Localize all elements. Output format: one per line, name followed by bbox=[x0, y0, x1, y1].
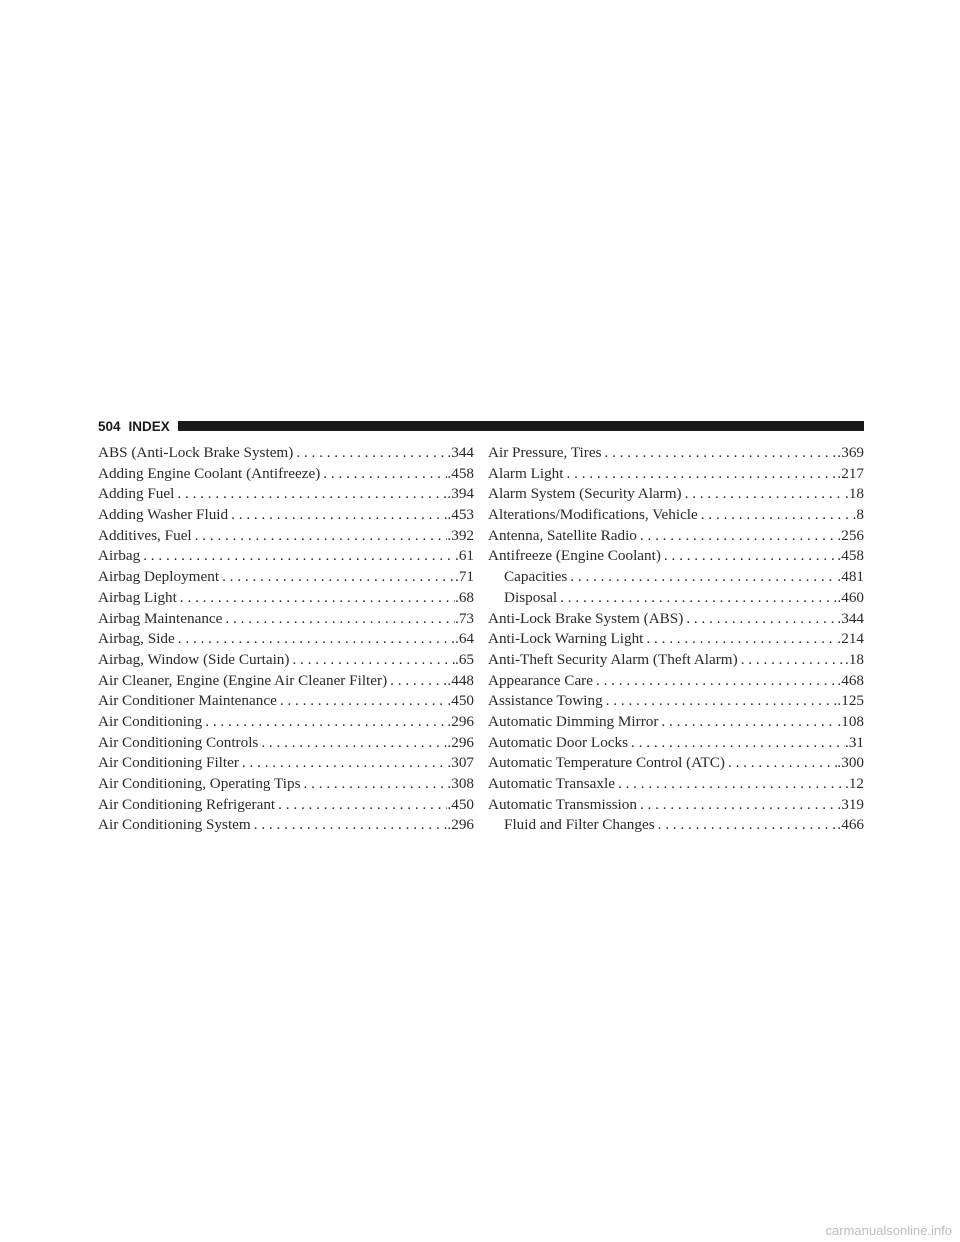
index-entry bbox=[98, 629, 474, 650]
entry-page: .458 bbox=[837, 547, 864, 565]
dot-leader bbox=[567, 567, 837, 588]
dot-leader bbox=[228, 505, 447, 526]
entry-label: Automatic Door Locks bbox=[488, 733, 629, 751]
dot-leader bbox=[738, 650, 845, 671]
header-rule bbox=[178, 421, 864, 431]
dot-leader bbox=[602, 443, 838, 464]
entry-page: .369 bbox=[837, 444, 864, 461]
entry-page: .481 bbox=[837, 568, 864, 586]
entry-label: Disposal bbox=[504, 588, 558, 606]
dot-leader bbox=[192, 526, 448, 547]
entry-page: .450 bbox=[447, 692, 474, 710]
page-number: 504 bbox=[98, 418, 121, 434]
entry-page: .344 bbox=[447, 444, 474, 461]
entry-label: Air Conditioning Refrigerant bbox=[98, 795, 276, 813]
entry-page: .73 bbox=[455, 609, 474, 627]
index-entry bbox=[98, 609, 474, 630]
entry-label: Antenna, Satellite Radio bbox=[488, 526, 637, 544]
index-entry bbox=[98, 650, 474, 671]
index-entry bbox=[98, 733, 474, 754]
entry-label: Airbag Deployment bbox=[98, 568, 220, 586]
entry-page: .217 bbox=[837, 464, 864, 482]
entry-page: .448 bbox=[447, 671, 474, 689]
entry-label: Airbag, Side bbox=[98, 630, 175, 648]
index-subentry bbox=[488, 588, 864, 609]
entry-label: Capacities bbox=[504, 568, 568, 586]
dot-leader bbox=[615, 774, 845, 795]
entry-page: .296 bbox=[447, 712, 474, 730]
index-subentry bbox=[488, 815, 864, 836]
dot-leader bbox=[289, 650, 455, 671]
index-entry bbox=[98, 774, 474, 795]
entry-page: .468 bbox=[837, 671, 864, 689]
dot-leader bbox=[140, 546, 455, 567]
index-entry bbox=[98, 753, 474, 774]
index-entry bbox=[98, 795, 474, 816]
dot-leader bbox=[661, 546, 838, 567]
index-entry bbox=[488, 774, 864, 795]
entry-label: Assistance Towing bbox=[488, 692, 603, 710]
dot-leader bbox=[564, 464, 838, 485]
index-entry bbox=[98, 546, 474, 567]
dot-leader bbox=[698, 505, 853, 526]
entry-label: Adding Fuel bbox=[98, 485, 175, 503]
index-entry bbox=[98, 671, 474, 692]
entry-page: .450 bbox=[447, 795, 474, 813]
dot-leader bbox=[251, 815, 448, 836]
dot-leader bbox=[557, 588, 837, 609]
entry-page: .18 bbox=[845, 485, 864, 503]
entry-page: .125 bbox=[837, 692, 864, 710]
dot-leader bbox=[277, 691, 448, 712]
index-entry bbox=[488, 691, 864, 712]
entry-page: .296 bbox=[447, 816, 474, 834]
dot-leader bbox=[175, 629, 455, 650]
entry-label: Alterations/Modifications, Vehicle bbox=[488, 506, 698, 524]
entry-page: .394 bbox=[447, 485, 474, 503]
dot-leader bbox=[637, 795, 837, 816]
entry-page: .307 bbox=[447, 754, 474, 772]
entry-label: Fluid and Filter Changes bbox=[504, 816, 655, 834]
entry-label: Air Conditioning Controls bbox=[98, 733, 259, 751]
index-entry bbox=[98, 484, 474, 505]
dot-leader bbox=[275, 795, 447, 816]
index-entry bbox=[488, 464, 864, 485]
index-entry bbox=[488, 650, 864, 671]
entry-page: .466 bbox=[837, 816, 864, 834]
entry-label: Appearance Care bbox=[488, 671, 593, 689]
index-column-left bbox=[98, 443, 474, 836]
index-entry bbox=[488, 753, 864, 774]
dot-leader bbox=[219, 567, 455, 588]
entry-page: .65 bbox=[455, 650, 474, 668]
dot-leader bbox=[320, 464, 447, 485]
entry-label: ABS (Anti-Lock Brake System) bbox=[98, 444, 294, 461]
entry-page: .61 bbox=[455, 547, 474, 565]
index-entry bbox=[98, 588, 474, 609]
dot-leader bbox=[387, 671, 447, 692]
entry-label: Anti-Theft Security Alarm (Theft Alarm) bbox=[488, 650, 738, 668]
dot-leader bbox=[682, 484, 845, 505]
entry-page: .460 bbox=[837, 588, 864, 606]
entry-page: .68 bbox=[455, 588, 474, 606]
index-entry bbox=[488, 443, 864, 464]
dot-leader bbox=[637, 526, 838, 547]
entry-label: Adding Engine Coolant (Antifreeze) bbox=[98, 464, 321, 482]
dot-leader bbox=[301, 774, 448, 795]
entry-label: Air Conditioner Maintenance bbox=[98, 692, 277, 710]
page-header bbox=[98, 416, 864, 436]
entry-label: Alarm System (Security Alarm) bbox=[488, 485, 682, 503]
entry-label: Airbag bbox=[98, 547, 141, 565]
index-entry bbox=[488, 484, 864, 505]
dot-leader bbox=[593, 671, 837, 692]
entry-label: Adding Washer Fluid bbox=[98, 506, 229, 524]
entry-label: Automatic Transaxle bbox=[488, 775, 615, 792]
index-entry bbox=[98, 443, 474, 464]
entry-label: Automatic Dimming Mirror bbox=[488, 712, 659, 730]
entry-label: Air Conditioning System bbox=[98, 816, 251, 834]
entry-page: .300 bbox=[837, 754, 864, 772]
dot-leader bbox=[177, 588, 455, 609]
entry-page: .308 bbox=[447, 775, 474, 792]
dot-leader bbox=[202, 712, 447, 733]
entry-page: .214 bbox=[837, 630, 864, 648]
entry-label: Antifreeze (Engine Coolant) bbox=[488, 547, 661, 565]
dot-leader bbox=[293, 443, 447, 464]
entry-label: Anti-Lock Brake System (ABS) bbox=[488, 609, 684, 627]
dot-leader bbox=[725, 753, 837, 774]
index-entry bbox=[98, 567, 474, 588]
entry-label: Air Conditioning Filter bbox=[98, 754, 239, 772]
entry-page: .12 bbox=[845, 775, 864, 792]
entry-label: Alarm Light bbox=[488, 464, 564, 482]
index-entry bbox=[98, 712, 474, 733]
entry-label: Automatic Transmission bbox=[488, 795, 637, 813]
entry-page: .344 bbox=[837, 609, 864, 627]
entry-label: Air Conditioning bbox=[98, 712, 203, 730]
entry-page: .71 bbox=[455, 568, 474, 586]
index-entry bbox=[98, 505, 474, 526]
index-entry bbox=[98, 691, 474, 712]
index-entry bbox=[488, 795, 864, 816]
entry-page: .458 bbox=[447, 464, 474, 482]
entry-label: Air Pressure, Tires bbox=[488, 444, 602, 461]
dot-leader bbox=[643, 629, 837, 650]
index-entry bbox=[98, 815, 474, 836]
entry-page: .319 bbox=[837, 795, 864, 813]
index-entry bbox=[488, 629, 864, 650]
entry-page: .296 bbox=[447, 733, 474, 751]
dot-leader bbox=[174, 484, 447, 505]
index-entry bbox=[488, 733, 864, 754]
dot-leader bbox=[603, 691, 838, 712]
entry-page: .31 bbox=[845, 733, 864, 751]
dot-leader bbox=[222, 609, 455, 630]
index-entry bbox=[98, 464, 474, 485]
entry-page: .453 bbox=[447, 506, 474, 524]
index-subentry bbox=[488, 567, 864, 588]
entry-label: Anti-Lock Warning Light bbox=[488, 630, 644, 648]
entry-page: .256 bbox=[837, 526, 864, 544]
entry-label: Airbag, Window (Side Curtain) bbox=[98, 650, 290, 668]
entry-label: Airbag Light bbox=[98, 588, 177, 606]
dot-leader bbox=[239, 753, 448, 774]
dot-leader bbox=[258, 733, 447, 754]
dot-leader bbox=[628, 733, 845, 754]
index-entry bbox=[98, 526, 474, 547]
index-entry bbox=[488, 505, 864, 526]
index-entry bbox=[488, 671, 864, 692]
entry-label: Air Cleaner, Engine (Engine Air Cleaner Filter) bbox=[98, 671, 388, 689]
watermark: carmanualsonline.info bbox=[825, 1223, 952, 1238]
entry-page: .8 bbox=[852, 506, 864, 524]
entry-label: Automatic Temperature Control (ATC) bbox=[488, 754, 725, 772]
index-entry bbox=[488, 609, 864, 630]
index-entry bbox=[488, 526, 864, 547]
entry-page: .18 bbox=[845, 650, 864, 668]
entry-label: Additives, Fuel bbox=[98, 526, 192, 544]
entry-label: Air Conditioning, Operating Tips bbox=[98, 775, 301, 792]
index-column-right bbox=[488, 443, 864, 836]
entry-page: .392 bbox=[447, 526, 474, 544]
dot-leader bbox=[683, 609, 837, 630]
entry-page: .64 bbox=[455, 630, 474, 648]
entry-label: Airbag Maintenance bbox=[98, 609, 223, 627]
entry-page: .108 bbox=[837, 712, 864, 730]
dot-leader bbox=[655, 815, 838, 836]
index-entry bbox=[488, 546, 864, 567]
dot-leader bbox=[658, 712, 837, 733]
section-title: INDEX bbox=[128, 418, 170, 434]
index-entry bbox=[488, 712, 864, 733]
